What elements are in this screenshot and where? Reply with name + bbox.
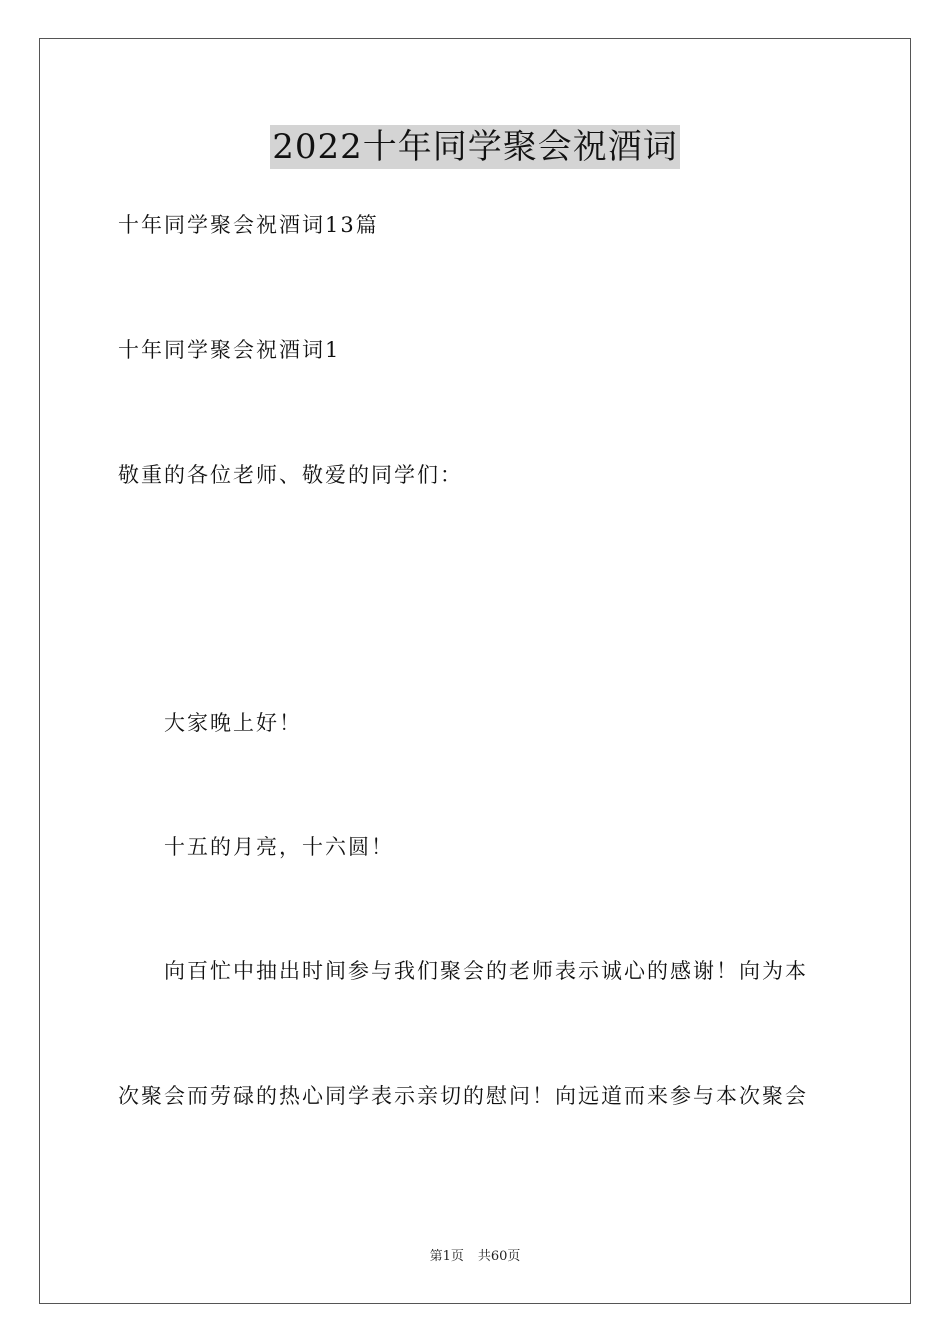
paragraph-moon: 十五的月亮，十六圆！ <box>164 835 394 859</box>
document-title: 2022十年同学聚会祝酒词 <box>272 127 678 167</box>
paragraph-greeting: 大家晚上好！ <box>164 711 302 735</box>
page-total: 共60页 <box>477 1249 521 1264</box>
title-container <box>0 125 950 169</box>
section-heading: 十年同学聚会祝酒词1 <box>118 338 341 362</box>
document-subtitle: 十年同学聚会祝酒词13篇 <box>118 213 379 237</box>
page-footer <box>0 1248 950 1266</box>
paragraph-thanks-line-1: 向百忙中抽出时间参与我们聚会的老师表示诚心的感谢！向为本 <box>164 959 808 983</box>
paragraph-thanks-line-2: 次聚会而劳碌的热心同学表示亲切的慰问！向远道而来参与本次聚会 <box>118 1084 808 1108</box>
salutation: 敬重的各位老师、敬爱的同学们： <box>118 463 463 487</box>
page-number: 第1页 <box>429 1249 464 1264</box>
